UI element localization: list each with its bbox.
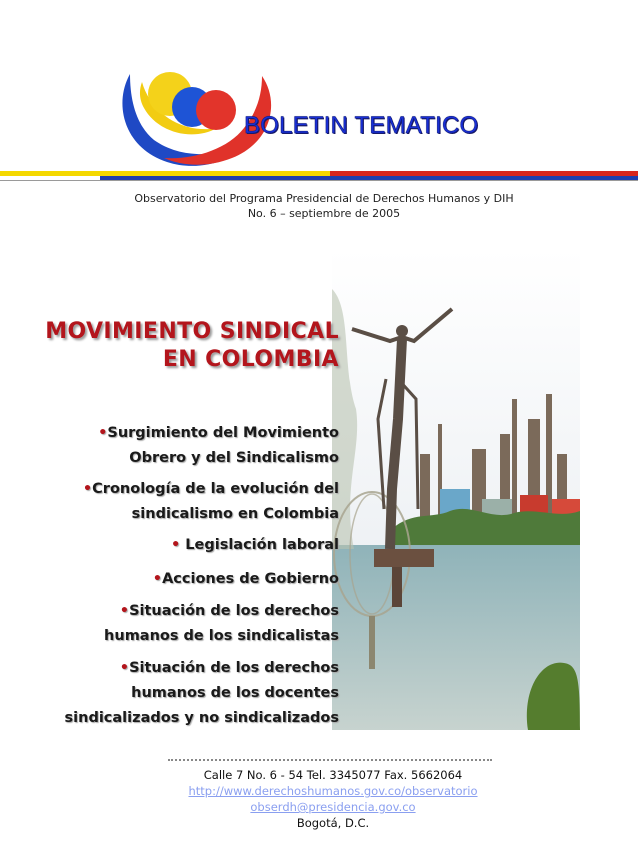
footer-address: Calle 7 No. 6 - 54 Tel. 3345077 Fax. 5662064: [203, 768, 463, 782]
topic-item: •Surgimiento del Movimiento Obrero y del Sindicalismo: [98, 425, 339, 466]
footer-website-link[interactable]: http://www.derechoshumanos.gov.co/observatorio: [188, 784, 478, 798]
footer-email-link[interactable]: obserdh@presidencia.gov.co: [250, 800, 416, 814]
footer-city: Bogotá, D.C.: [296, 816, 370, 830]
cover-heading-line1: MOVIMIENTO SINDICAL: [45, 319, 339, 344]
logo-red-circle: [196, 90, 236, 130]
bullet-icon: •: [119, 660, 130, 676]
cover-photo: [332, 249, 580, 730]
observatory-subtitle: Observatorio del Programa Presidencial de Derechos Humanos y DIH: [134, 192, 514, 205]
bullet-icon: •: [98, 425, 108, 441]
statue-base: [374, 549, 434, 567]
bullet-icon: •: [170, 537, 181, 553]
dotted-divider: [168, 759, 492, 761]
issue-date: No. 6 – septiembre de 2005: [247, 207, 401, 220]
bullet-icon: •: [82, 481, 93, 497]
gray-rule: [0, 180, 638, 181]
topic-item: •Acciones de Gobierno: [152, 571, 339, 587]
bullet-icon: •: [119, 603, 130, 619]
topic-item: • Legislación laboral: [170, 537, 339, 553]
topic-item: •Cronología de la evolución del sindicalismo en Colombia: [82, 481, 339, 522]
topic-item: •Situación de los derechos humanos de los docentes sindicalizados y no sindicalizados: [64, 660, 339, 726]
cover-heading-line2: EN COLOMBIA: [162, 347, 339, 372]
topic-item: •Situación de los derechos humanos de los sindicalistas: [104, 603, 339, 644]
bulletin-title: BOLETIN TEMATICO: [244, 112, 479, 139]
bullet-icon: •: [152, 571, 163, 587]
